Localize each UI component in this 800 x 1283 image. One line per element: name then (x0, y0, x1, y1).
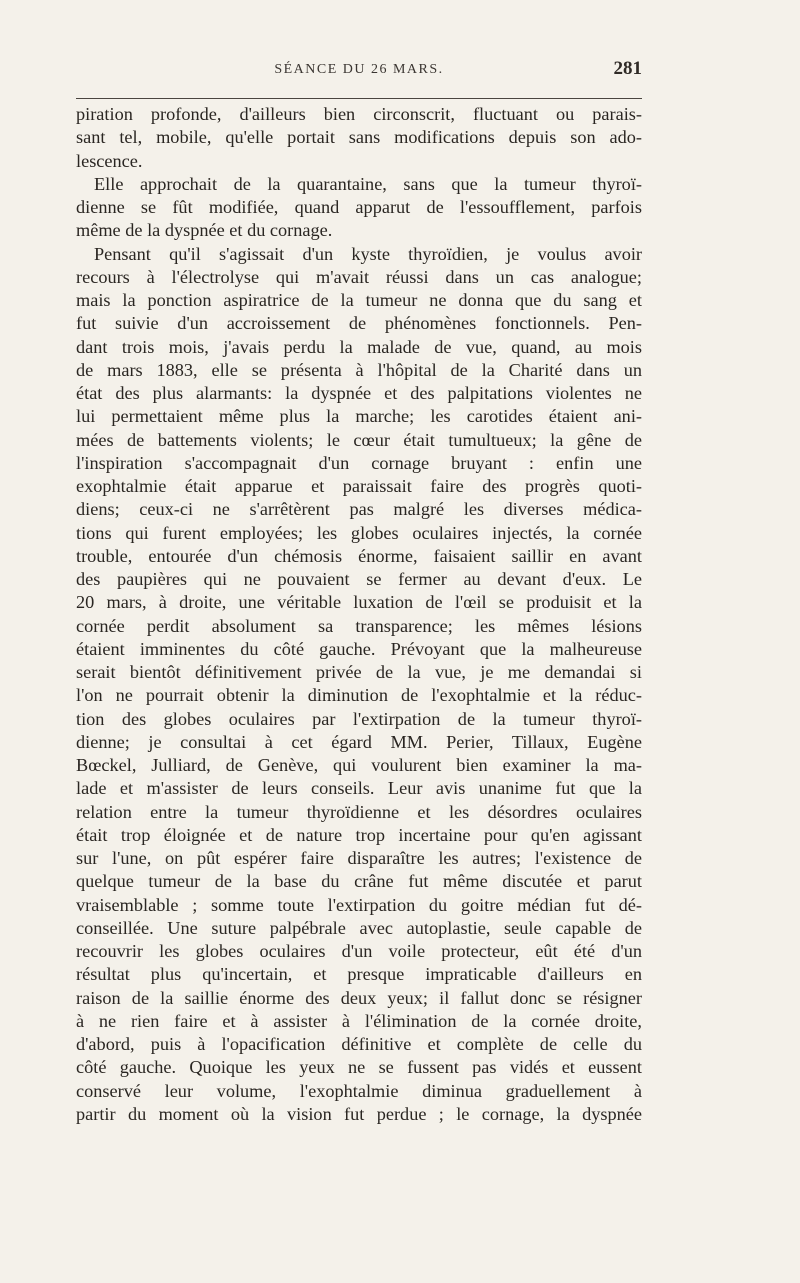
text-line: trouble, entourée d'un chémosis énorme, faisaient saillir en avant (76, 545, 642, 566)
text-line: recouvrir les globes oculaires d'un voile protecteur, eût été d'un (76, 941, 642, 961)
text-line: conservé leur volume, l'exophtalmie diminua graduellement à (76, 1080, 642, 1101)
body-text (76, 103, 642, 1126)
text-line: l'on ne pourrait obtenir la diminution de l'exophtalmie et la réduc- (76, 685, 642, 706)
text-line: cornée perdit absolument sa transparence; les mêmes lésions (76, 615, 642, 636)
text-line: de mars 1883, elle se présenta à l'hôpital de la Charité dans un (76, 359, 642, 380)
text-line: Pensant qu'il s'agissait d'un kyste thyroïdien, je voulus avoir (94, 243, 642, 264)
text-line: relation entre la tumeur thyroïdienne et les désordres oculaires (76, 801, 642, 822)
text-line: Bœckel, Julliard, de Genève, qui voulurent bien examiner la ma- (76, 755, 642, 775)
text-line: l'inspiration s'accompagnait d'un cornage bruyant : enfin une (76, 452, 642, 473)
text-line: serait bientôt définitivement privée de la vue, je me demandai si (76, 662, 642, 682)
text-line: sur l'une, on pût espérer faire disparaître les autres; l'existence de (76, 848, 642, 868)
text-line: dant trois mois, j'avais perdu la malade de vue, quand, au mois (76, 336, 642, 357)
text-line: à ne rien faire et à assister à l'élimination de la cornée droite, (76, 1010, 642, 1031)
text-line: piration profonde, d'ailleurs bien circonscrit, fluctuant ou parais- (76, 104, 642, 124)
text-line: étaient imminentes du côté gauche. Prévoyant que la malheureuse (76, 638, 642, 659)
text-line: mées de battements violents; le cœur était tumultueux; la gêne de (76, 429, 642, 450)
text-line: diens; ceux-ci ne s'arrêtèrent pas malgré les diverses médica- (76, 499, 642, 520)
text-line: lui permettaient même plus la marche; les carotides étaient ani- (76, 406, 642, 427)
text-line: dienne se fût modifiée, quand apparut de l'essoufflement, parfois (76, 197, 642, 217)
text-line: partir du moment où la vision fut perdue ; le cornage, la dyspnée (76, 1103, 642, 1124)
text-line: côté gauche. Quoique les yeux ne se fussent pas vidés et eussent (76, 1057, 642, 1078)
text-line: vraisemblable ; somme toute l'extirpation du goitre médian fut dé- (76, 894, 642, 915)
text-line: état des plus alarmants: la dyspnée et des palpitations violentes ne (76, 383, 642, 403)
text-line: tions qui furent employées; les globes oculaires injectés, la cornée (76, 522, 642, 543)
running-head (76, 58, 642, 88)
text-line: fut suivie d'un accroissement de phénomènes fonctionnels. Pen- (76, 313, 642, 334)
text-line: dienne; je consultai à cet égard MM. Perier, Tillaux, Eugène (76, 731, 642, 752)
text-line: lade et m'assister de leurs conseils. Leur avis unanime fut que la (76, 778, 642, 799)
text-line: mais la ponction aspiratrice de la tumeur ne donna que du sang et (76, 290, 642, 310)
text-line: lescence. (76, 150, 143, 171)
text-line: recours à l'électrolyse qui m'avait réussi dans un cas analogue; (76, 266, 642, 287)
text-line: 20 mars, à droite, une véritable luxation de l'œil se produisit et la (76, 592, 642, 613)
running-title: SÉANCE DU 26 MARS. (274, 62, 444, 77)
text-line: raison de la saillie énorme des deux yeux; il fallut donc se résigner (76, 987, 642, 1008)
text-line: Elle approchait de la quarantaine, sans que la tumeur thyroï- (94, 173, 642, 194)
text-line: tion des globes oculaires par l'extirpation de la tumeur thyroï- (76, 708, 642, 729)
text-line: même de la dyspnée et du cornage. (76, 220, 333, 241)
text-line: sant tel, mobile, qu'elle portait sans modifications depuis son ado- (76, 127, 642, 148)
header-rule (76, 98, 642, 99)
page-number: 281 (613, 58, 642, 79)
text-line: résultat plus qu'incertain, et presque impraticable d'ailleurs en (76, 964, 642, 985)
text-line: des paupières qui ne pouvaient se fermer au devant d'eux. Le (76, 569, 642, 589)
text-line: était trop éloignée et de nature trop incertaine pour qu'en agissant (76, 824, 642, 845)
text-line: quelque tumeur de la base du crâne fut même discutée et parut (76, 871, 642, 892)
text-line: conseillée. Une suture palpébrale avec autoplastie, seule capable de (76, 917, 642, 938)
text-line: exophtalmie était apparue et paraissait faire des progrès quoti- (76, 476, 642, 496)
text-line: d'abord, puis à l'opacification définitive et complète de celle du (76, 1034, 642, 1054)
